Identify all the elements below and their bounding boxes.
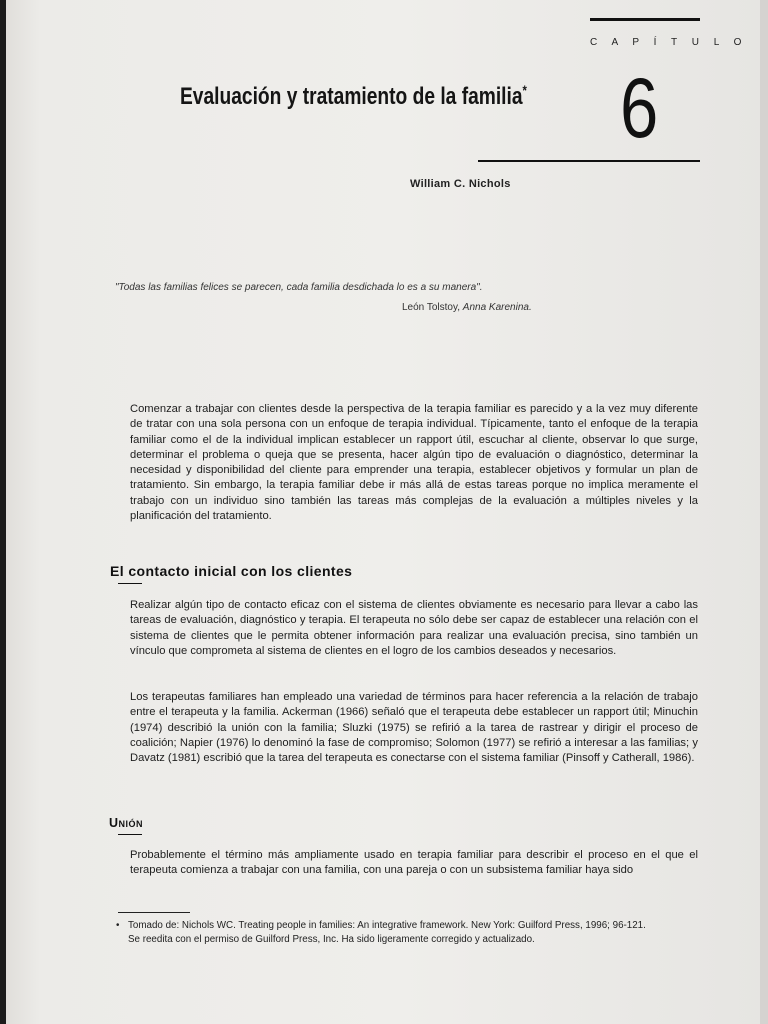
footnote — [116, 919, 706, 947]
epigraph-author: León Tolstoy, — [402, 302, 461, 313]
author: William C. Nichols — [410, 178, 511, 190]
scan-edge — [760, 0, 768, 1024]
title-footnote-mark: * — [522, 82, 527, 98]
chapter-top-rule — [590, 18, 700, 21]
epigraph-work: Anna Karenina. — [462, 302, 532, 313]
subsection-paragraph: Probablemente el término más ampliamente usado en terapia familiar para describir el proceso en el que el terapeuta comienza a trabajar con una familia, con una pareja o con un subsistema familiar haya sido — [130, 849, 698, 877]
intro-paragraph: Comenzar a trabajar con clientes desde la perspectiva de la terapia familiar es parecido y a la vez muy diferente de tratar con una sola persona con un enfoque de terapia individual. Típicamente, tanto el enfoque de la terapia familiar como el de la individual implican establecer un rapport útil, escuchar al cliente, observar lo que surge, determinar el problema o queja que se presenta, hacer algún tipo de evaluación o diagnóstico, determinar la necesidad y disponibilidad del cliente para emprender una terapia, establecer objetivos y formular un plan de tratamiento. Sin embargo, la terapia familiar debe ir más allá de estas tareas porque no implica meramente el trabajo con un individuo sino también las tareas más complejas de la evaluación a múltiples niveles y la planificación del tratamiento. — [130, 403, 698, 523]
chapter-label: C A P Í T U L O — [590, 37, 748, 48]
section-heading: El contacto inicial con los clientes — [110, 563, 353, 579]
page-edge-shadow — [0, 0, 6, 1024]
footnote-bullet: • — [116, 920, 120, 931]
footnote-line-1: Tomado de: Nichols WC. Treating people in families: An integrative framework. New York: Guilford Press, 1996; 96-121. — [128, 920, 646, 931]
chapter-number: 6 — [620, 61, 659, 155]
subsection-heading-rule — [118, 834, 142, 835]
subsection-heading: Unión — [109, 816, 144, 830]
footnote-line-2: Se reedita con el permiso de Guilford Press, Inc. Ha sido ligeramente corregido y actualizado. — [128, 934, 535, 945]
section-paragraph-2: Los terapeutas familiares han empleado una variedad de términos para hacer referencia a la relación de trabajo entre el terapeuta y la familia. Ackerman (1966) señaló que el terapeuta debe establecer un rapport útil; Minuchin (1974) describió la unión con la familia; Sluzki (1975) se refirió a la tarea de rastrear y dirigir el proceso de coalición; Napier (1976) lo denominó la fase de compromiso; Solomon (1977) se refirió a interesar a las familias; y Davatz (1981) escribió que la tarea del terapeuta es conectarse con el sistema familiar (Pinsoff y Catherall, 1986). — [130, 691, 698, 765]
section-paragraph-1: Realizar algún tipo de contacto eficaz con el sistema de clientes obviamente es necesario para llevar a cabo las tareas de evaluación, diagnóstico y terapia. El terapeuta no sólo debe ser capaz de establecer una relación con el sistema de clientes que le permita obtener información para realizar una evaluación precisa, sino también un vínculo que comprometa al sistema de clientes en el logro de los cambios deseados y necesarios. — [130, 599, 698, 657]
chapter-title-text: Evaluación y tratamiento de la familia — [180, 83, 523, 110]
epigraph-quote: "Todas las familias felices se parecen, cada familia desdichada lo es a su manera". — [115, 282, 483, 293]
footnote-rule — [118, 912, 190, 913]
title-rule — [478, 160, 700, 162]
section-heading-rule — [118, 583, 142, 584]
chapter-title — [180, 82, 527, 111]
epigraph-attribution — [402, 302, 532, 313]
